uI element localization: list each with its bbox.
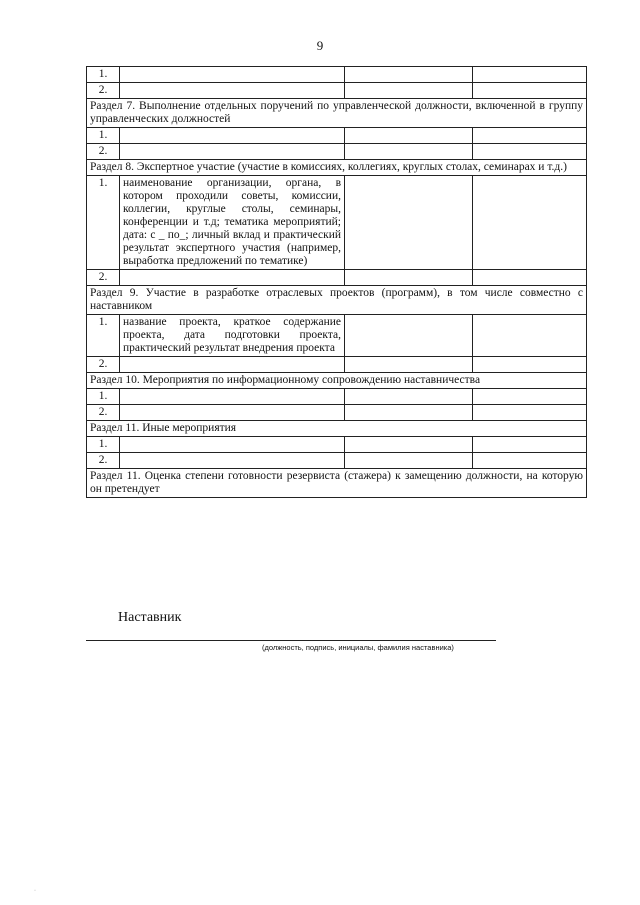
table-row [87,270,587,286]
table-cell [473,270,587,286]
row-number: 2. [87,453,120,469]
row-number: 1. [87,437,120,453]
table-cell [345,144,473,160]
table-cell [345,389,473,405]
section-header-row [87,421,587,437]
table-cell [473,405,587,421]
table-cell [120,389,345,405]
table-cell [473,453,587,469]
table-row [87,83,587,99]
table-cell [473,437,587,453]
table-row [87,144,587,160]
signature-caption: (должность, подпись, инициалы, фамилия наставника) [262,643,454,652]
table-cell [345,176,473,270]
table-cell [120,128,345,144]
table-row [87,357,587,373]
section-10-title: Раздел 10. Мероприятия по информационному сопровождению наставничества [87,373,587,389]
table-cell [120,437,345,453]
table-cell [345,437,473,453]
expert-participation-description: наименование организации, органа, в котором проходили советы, комиссии, коллегии, круглые столы, семинары, конференции и т.д; тематика мероприятий; дата: с _ по_; личный вклад и практический результат экспертного участия (например, выработка предложений по тематике) [120,176,345,270]
section-header-row [87,469,587,498]
table-cell [345,83,473,99]
section-header-row [87,160,587,176]
section-9-title: Раздел 9. Участие в разработке отраслевых проектов (программ), в том числе совместно с наставником [87,286,587,315]
row-number: 1. [87,315,120,357]
section-7-title: Раздел 7. Выполнение отдельных поручений по управленческой должности, включенной в группу управленческих должностей [87,99,587,128]
table-cell [120,453,345,469]
section-11-readiness-title: Раздел 11. Оценка степени готовности резервиста (стажера) к замещению должности, на которую он претендует [87,469,587,498]
table-cell [345,128,473,144]
table-cell [120,405,345,421]
project-description: название проекта, краткое содержание проекта, дата подготовки проекта, практический результат внедрения проекта [120,315,345,357]
section-8-title: Раздел 8. Экспертное участие (участие в комиссиях, коллегиях, круглых столах, семинарах и т.д.) [87,160,587,176]
mentor-label: Наставник [118,610,182,625]
row-number: 1. [87,128,120,144]
signature-block [86,610,586,652]
table-cell [120,270,345,286]
table-cell [120,357,345,373]
table-cell [120,67,345,83]
table-row [87,67,587,83]
report-table [86,66,587,498]
row-number: 2. [87,83,120,99]
section-header-row [87,286,587,315]
table-cell [473,315,587,357]
table-row [87,405,587,421]
table-cell [345,315,473,357]
signature-line [86,640,496,641]
table-cell [473,67,587,83]
section-header-row [87,99,587,128]
table-cell [473,389,587,405]
table-row [87,315,587,357]
table-cell [345,270,473,286]
table-cell [473,144,587,160]
table-cell [473,357,587,373]
section-11-title: Раздел 11. Иные мероприятия [87,421,587,437]
table-cell [345,453,473,469]
row-number: 2. [87,144,120,160]
section-header-row [87,373,587,389]
table-row [87,437,587,453]
row-number: 1. [87,176,120,270]
table-cell [345,67,473,83]
row-number: 2. [87,405,120,421]
table-cell [120,83,345,99]
table-cell [345,357,473,373]
table-row [87,128,587,144]
table-cell [473,83,587,99]
row-number: 1. [87,67,120,83]
table-cell [473,128,587,144]
page-number: 9 [316,38,324,53]
table-row [87,389,587,405]
table-cell [120,144,345,160]
row-number: 2. [87,357,120,373]
table-row [87,453,587,469]
row-number: 1. [87,389,120,405]
table-row [87,176,587,270]
scan-mark: · [34,888,36,894]
table-cell [473,176,587,270]
row-number: 2. [87,270,120,286]
table-cell [345,405,473,421]
